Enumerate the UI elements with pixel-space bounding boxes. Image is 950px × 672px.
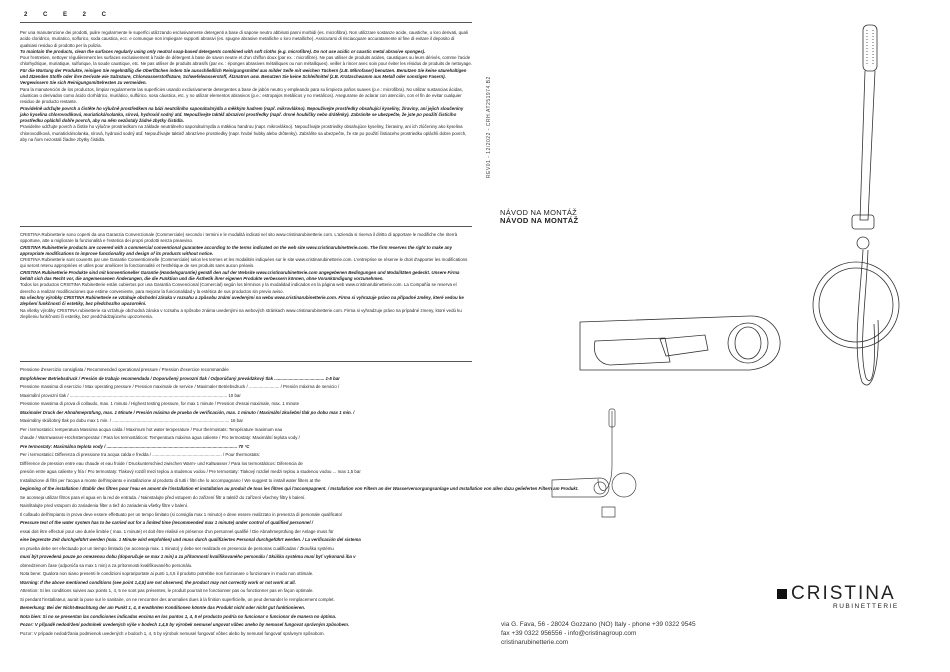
specs-paragraph: Se aconseja utilizar filtros para el agua en la red de entrada. / Nainstalujte před vstupem do zařízení filtr a taktéž do zařízení všechny filtry k balení. [20, 494, 306, 500]
cleaning-instructions [20, 30, 472, 223]
cleaning-paragraph: Para la manutención de los productos, limpiar regularmente las superficies usando exclusivamente detergentes a base de jabón neutro y empleando para su limpieza paños suaves (p.e.: microfibra). No utilizar sustancias ácidas, cáusticas o derivados como ácido clorhídrico, muriático, sulfúrico, sosa cáustica, etc. y no utilizar elementos abrasivos (p.e.: estropajos metálicos y no metálicos). Asegurarse de aclarar con atención, con el fin de evitar cualquier residuo de producto restante. [20, 86, 463, 105]
specs-paragraph: Pressione massima di prova di collaudo, max. 1 minuto / Highest testing pressure, for max 1 minute / Pression d'essai maximale, max. 1 minute [20, 401, 300, 406]
brand-logo [777, 583, 937, 610]
specs-paragraph: chaude / Warmwasser-Höchsttemperatur / Para los termostáticos: Temperatura máxima agua caliente / Pro termostaty: Maximální teplota vody / [20, 435, 300, 440]
divider [20, 361, 472, 362]
warranty-paragraph: CRISTINA Rubinetterie products are covered with a commercial conventional guarantee according to the terms indicated on the web site www.cristinarubinetterie.com. The firm reserves the right to make any appropriate modifications to improve functionality and design of its products without notice. [20, 244, 453, 256]
logo-square-icon [777, 589, 787, 599]
specs-paragraph: Attention: Si les conditions suivies aux points 1, 4, 5 ne sont pas présentes, le produit pourrait ne fonctionner pas ou fonctionner pas en façon optimale. [20, 588, 314, 593]
specs-paragraph: Installazione di filtri per l'acqua a monte dell'impianto e installazione al prodotto di tutti i filtri che lo accompagnano / We suggest to install water filters at the [20, 477, 321, 483]
cleaning-paragraph: Pour l'entretien, nettoyer régulièrement les surfaces exclusivement à l'aide de détergent à base de savon neutre et d'un chiffon doux (par ex. : microfibre). Ne pas utiliser de produits acides, caustiques ou leurs dérivés, comme l'acide chlorhydrique, muriatique, sulfurique, la soude caustique, etc. Ne pas utiliser de produits abrasifs (par ex. : éponges abrasives métalliques ou non métalliques). veiller à rincer avec soin pour éviter les résidus de produits de nettoyage. [20, 55, 472, 67]
mixer-wall-plate [580, 316, 780, 370]
warranty-paragraph: CRISTINA Rubinetterie sono coperti da una Garanzia Convenzionale (Commerciale) secondo i termini e le modalità indicati nel sito www.cristinarubinetterie.com. L'azienda si riserva il diritto di apportare le modifiche che riterrà opportune, atte a migliorare la funzionalità e l'estetica dei propri prodotti senza preavviso. [20, 232, 458, 244]
specs-paragraph: Per i termostatici: temperatura Massima acqua calda / Maximum hot water temperature / Pour thermostats: Température maximum eau [20, 426, 283, 432]
diverter-knob [728, 323, 768, 363]
warranty-notice [20, 232, 472, 356]
hand-shower-handle [860, 71, 875, 220]
contact-fax: fax +39 0322 956556 - info@cristinagroup.com [501, 630, 637, 637]
product-drawing-small [540, 405, 640, 520]
hand-shower-head [863, 25, 877, 71]
specs-paragraph: Nainštalujte pred vstupom do zariadenia filter a tiež do zariadenia všetky filtre v balení. [20, 503, 189, 508]
specs-paragraph: Pressione massima di esercizio / Max operating pressure / Pression maximale de service / Maximaler Betriebsdruck / ......................... / Presión máxima de servicio / [20, 384, 340, 389]
specs-paragraph: obmedzenom čase (odporúča sa max 1 min) a za prítomnosti kvalifikovaného personálu. [20, 562, 193, 568]
small-hose [598, 411, 612, 491]
specs-paragraph: Pressione d'esercizio consigliata / Recommended operational pressure / Pression d'exercice recommandée [20, 367, 229, 372]
cleaning-paragraph: Per una manutenzione dei prodotti, pulire regolarmente le superfici utilizzando esclusivamente detergenti a base di sapone neutro abbinati panni morbidi (es. microfibra). Non utilizzare sostanze acide, caustiche, o loro derivati, quali acido cloridrico, muriatico, solforico, soda caustica, ecc. e comunque non impiegare supporti abrasivi (es. spugne abrasive metalliche o loro metalliche). Assicurarsi di risciacquare accuratamente al fine di evitare il deposito di qualsiasi residuo di prodotto per la pulizia. [20, 30, 468, 48]
specs-paragraph: eine begrenzte Zeit durchgeführt werden (max. 1 Minute wird empfohlen) und muss durch qualifiziertes Personal durchgeführt werden. / La verificación del sistema [20, 537, 361, 542]
specs-paragraph: Nota bene: Qualora non siano presenti le condizioni soprariportate ai punti 1,4,5 il prodotto potrebbe non funzionare o funzionare in modo non ottimale. [20, 571, 314, 576]
warranty-paragraph: Na všechny výrobky CRISTINA Rubinetterie se vztahuje obchodní záruka v rozsahu a způsobu známí uvedenými na webu www.cristinarubinetterie.com. Firma si vyhrazuje právo na případné změny, které vedou ke zlepšení funkčnosti či estetiky, bez předchozího upozornění. [20, 294, 464, 307]
specs-paragraph: Maximální provozní tlak / ................................................................................................................................. 10 bar [20, 392, 241, 398]
brand-name: CRISTINA [791, 583, 896, 604]
specs-paragraph: Per i termostatici: Differenza di pressione tra acqua calda e fredda / ......................................................... / Pour thermostats: [20, 452, 261, 457]
specs-paragraph: Warning: If the above mentioned conditions (see point 1,4,5) are not observed, the product may not correctly work or not work at all. [20, 579, 296, 585]
cleaning-paragraph: To maintain the products, clean the surfaces regularly using only neutral soap-based detergents combined with soft cloths (e.g. microfibre). Do not use acidic or caustic metal abrasive sponges). [20, 48, 426, 54]
bath-spout [594, 338, 670, 365]
specs-paragraph: Pressure test of the water system has to be carried out for a limited time (recommended max 1 minute) under control of qualified personnel / [20, 520, 314, 525]
warranty-paragraph: Todos los productos CRISTINA Rubinetterie están cubiertos por una Garantía Convencional (Comercial) según los términos y la modalidad indicados en la página web www.cristinarubinetterie.com. La Compañía se reserva el derecho a realizar modificaciones que estime conveniente, para mejorar la funcionalidad y la estética de sus productos sin previo aviso. [20, 282, 457, 294]
wall-bracket [852, 215, 874, 229]
specs-paragraph: Empfohlener Betriebsdruck / Presión de trabajo recomendada / Doporučený provozní tlak / Odporúčaný prevádzkový tlak ......................................... 1-5 bar [20, 375, 340, 381]
cleaning-paragraph: Pravidelně udržujte povrch a čistěte ho výlučně prostředkem na bázi neutrálního saponátu/mýdla a měkkým hadrem (např. mikrovlákno). Nepoužívejte prostředky obsahující kyseliny, žíraviny, ani jejich sloučeniny jako kyselina chlorovodíková, muriatická/solanka, sírová, hydroxid sodný atd. Nepoužívejte taktéž abrazivní prostředky (např. drsné houbičky nebo drátěnky). Zabráníte se ubezpečte, že jste po použití čisticího prostředku opláchli dobře povrch, aby na něm nezůstaly žádné zbytky čistidla. [20, 105, 464, 124]
specs-paragraph: en prueba debe ser efectuado por un tiempo limitado (se aconseja max. 1 minuto) y debe ser realizado en presencia de personas cualificadas / Zkouška systému [20, 545, 334, 551]
round-wall-plate [813, 262, 899, 348]
title-cz: NÁVOD NA MONTÁŽ [500, 208, 578, 217]
specs-paragraph: essai doit être effectué pour une durée limitée ( max. 1 minute) et doit être réalisé en présence d'un personnel qualifié / Die Abnahmeprüfung der Anlage muss für [20, 528, 334, 534]
specs-paragraph: musí být provedená pouze po omezenou dobu (doporučuje se max 1 min) a za přítomnosti kvalifikovaného personálu / Skúška systému musí byť vykonaná iba v [20, 554, 356, 559]
contact-web: cristinarubinetterie.com [501, 639, 569, 646]
specs-paragraph: Maximálny skúšobný tlak po dobu max 1 min. / ................................................................................................ 16 bar [20, 418, 244, 423]
specs-paragraph: beginning of the installation / Établir des filtres pour l'eau en amont de l'installation et installation au produit de tous les filtres qui l'accompagnent. / Installation von Filtern an der Wasserversorgungsanlage und Installation von allen dazu gelieferten Filtern am Produkt. [20, 486, 579, 491]
brand-subtitle: RUBINETTERIE [833, 603, 899, 610]
contact-info [501, 620, 696, 647]
specs-paragraph: Nota bien: Si no se presentan las condiciones indicadas encima en los puntos 1, 4, 5 el producto podría no funcionar o funcionar de manera no óptima. [20, 613, 337, 619]
cleaning-paragraph: Pravidelne udržujte povrch a čistite ho výlučne prostriedkom na základe neutrálneho saponátu/mydla a mäkkou handrou (napr. mikrovlákno). Nepoužívajte prostriedky obsahujúce kyseliny, žieraviny, ani ich zlúčeniny ako kyselina chlorovodíková, muriatická/solanka, sírová, hydroxid sodný atď. Nepoužívajte taktiež abrazívne prostriedky (napr. hrubé hubky alebo drôtenky). Zabráňte sa ubezpečte, že ste po použití čistiaceho prostriedku opláchli dobre povrch, aby na ňom nezostali žiadne zbytky čistidla. [20, 124, 467, 143]
specs-paragraph: Pozor: V prípade nedodržania podmienok uvedených v bodoch 1, 4, 5 by výrobok nemusel fungovať vôbec alebo by nemusel fungovať správnym spôsobom. [20, 630, 325, 636]
specs-paragraph: presión entre agua caliente y fría / Pro termostaty: Tlakový rozdíl mezi teplou a studenou vodou / Pre termostaty: Tlakový rozdiel medzi teplou a studenou vodou ... max 1,5 bar [20, 469, 361, 474]
specs-paragraph: Différence de pression entre eau chaude et eau froide / Druckunterschied zwischen Warm- und Kaltwasser / Para los termostáticos: Diferencia de [20, 460, 303, 466]
specs-paragraph: Bemerkung: Bei der Nicht-Beachtung der am Punkt 1, 4, 5 erwähnten Konditionen könnte das Produkt nicht oder nicht gut funktionieren. [20, 605, 306, 610]
specs-paragraph: Pozor: V případě nedodržení podmínek uvedených výše v bodech 1,4,5 by výrobek nemusel ungovat vůbec anebo by nemusel fungovat správným způsobem. [20, 622, 350, 627]
warranty-paragraph: CRISTINA Rubinetterie Produkte sind mit konventioneller Garantie (Handelsgarantie) gemäß den auf der Website www.cristinarubinetterie.com angegebenen Bedingungen und Modalitäten gedeckt. Unsere Firma behält sich das Recht vor, die angemessenen Änderungen, die die Funktion und die Ästhetik ihrer eigenen Produkte verbessern können, ohne Vorankündigung vorzunehmen. [20, 269, 460, 282]
contact-address: via G. Fava, 56 - 28024 Gozzano (NO) Italy - phone +39 0322 9545 [501, 621, 696, 628]
specs-paragraph: Il collaudo dell'impianto in prova deve essere effettuato per un tempo limitato (si consiglia max 1 minuto) e deve essere realizzato in presenza di personale qualificato/ [20, 511, 343, 517]
header-divider [20, 22, 472, 23]
warranty-paragraph: CRISTINA Rubinetterie sont couverts par une Garantie Conventionnelle (Commerciale) selon les termes et les modalités indiquées sur le site www.cristinarubinetterie.com. L'entreprise se réserve le droit d'apporter les modifications qui seront retenu appropriées et utiles pour améliorer la fonctionnalité et l'esthétique de ses produits sans aucun préavis. [20, 257, 468, 269]
specs-paragraph: Pre termostaty: Maximálna teplota vody / ........................................................................................................... 70 °C [20, 443, 250, 449]
section-header: 2 C E 2 C [24, 12, 114, 18]
cleaning-paragraph: Für die Wartung der Produkte, reinigen Sie regelmäßig die Oberflächen indem Sie ausschließlich Reinigungsmittel aus milder Seife mit weichen Tüchern (z.B. Mikrofaser) benutzen. Benutzen Sie keine säurehaltigen und ätzenden Stoffe oder ihre Derivate wie Salzsäure, Chlorwasserstoffsäure, Schwefelwasserstoff, Ätznatron usw. Benutzen Sie keine Schleifmittel (z.B. Kratzschwamm aus Metall oder sonstigen Fasern). Vergewissern Sie sich Reinigungsmittelresten zu vermeiden. [20, 67, 467, 86]
revision-label: REV01 - 12/2022 - CRH.AT251974.B2 [486, 76, 492, 178]
specs-paragraph: Si pendant l'installateur, aurait la pose sur le sanitaire, on ne rencontrer des anomalies dues à la finition superficielle, on peut demander le remplacement complet. [20, 596, 335, 602]
title-sk: NÁVOD NA MONTÁŽ [500, 216, 579, 225]
specs-paragraph: Maximaler Druck der Abnahmeprüfung, max. 1 Minute / Presión máxima de prueba de verificación, max. 1 minuto / Maximální zkušební tlak po dobu max 1 min. / [20, 409, 355, 415]
warranty-paragraph: Na všetky výrobky CRISTINA rubinetterie sa vzťahuje obchodná záruka v rozsahu a spôsobe známa uvedenými na webových stránkach www.cristinarubinetterie.com. Firma si vyhradzuje právo na prípadné zmeny, ktoré vedú ku zlepšeniu funkčnosti či estetiky, bez predchádzajúceho upozornenia. [20, 307, 462, 319]
divider [20, 226, 472, 227]
